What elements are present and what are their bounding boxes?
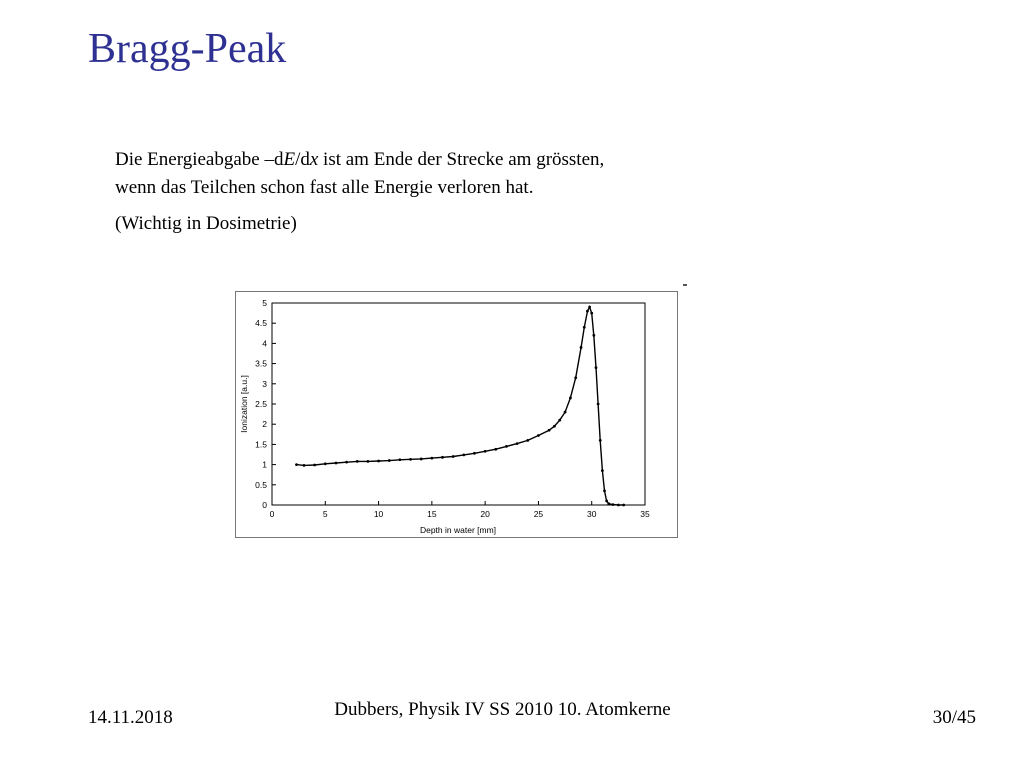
data-point	[564, 411, 567, 414]
data-point	[356, 460, 359, 463]
data-point	[313, 464, 316, 467]
data-point	[295, 463, 298, 466]
data-point	[484, 450, 487, 453]
x-tick-label: 20	[480, 509, 490, 519]
data-point	[569, 397, 572, 400]
y-tick-label: 5	[262, 298, 267, 308]
data-point	[377, 460, 380, 463]
y-tick-label: 2	[262, 419, 267, 430]
text-line-1-start: Die Energieabgabe –d	[115, 149, 284, 170]
y-tick-label: 1	[262, 459, 267, 470]
data-point	[558, 419, 561, 422]
data-point	[441, 456, 444, 459]
y-tick-label: 4.5	[255, 318, 267, 329]
data-point	[595, 366, 598, 369]
data-point	[430, 457, 433, 460]
data-point	[398, 458, 401, 461]
x-tick-label: 35	[640, 509, 650, 519]
slide-title: Bragg-Peak	[88, 26, 287, 72]
data-point	[617, 504, 620, 507]
y-tick-label: 0.5	[255, 479, 267, 490]
data-point	[473, 452, 476, 455]
data-point	[603, 489, 606, 492]
footer-center: Dubbers, Physik IV SS 2010 10. Atomkerne	[334, 699, 690, 720]
data-point	[592, 334, 595, 337]
data-point	[516, 442, 519, 445]
bragg-chart	[235, 291, 678, 538]
x-tick-label: 15	[427, 509, 437, 519]
text-line-3: (Wichtig in Dosimetrie)	[115, 213, 297, 234]
data-point	[612, 503, 615, 506]
y-tick-label: 2.5	[255, 399, 267, 409]
slide-text	[115, 146, 604, 238]
data-point	[462, 454, 465, 457]
data-point	[607, 502, 610, 505]
data-point	[605, 500, 608, 503]
series-layer	[295, 306, 625, 507]
x-tick-label: 25	[533, 509, 544, 519]
y-tick-label: 0	[262, 500, 267, 510]
text-symbol-e: E	[283, 149, 296, 170]
text-slash-d: /d	[295, 149, 310, 170]
footer-date: 14.11.2018	[88, 707, 173, 728]
data-point	[335, 462, 338, 465]
x-axis-label: Depth in water [mm]	[419, 525, 497, 535]
ionization-line	[297, 307, 624, 505]
text-symbol-x: x	[309, 149, 319, 170]
data-point	[588, 306, 591, 309]
data-point	[597, 403, 600, 406]
x-ticks	[270, 501, 650, 519]
y-tick-label: 1.5	[255, 439, 267, 450]
y-axis-label: Ionization [a.u.]	[239, 375, 249, 433]
data-point	[548, 429, 551, 432]
data-point	[494, 448, 497, 451]
stray-mark	[683, 284, 687, 286]
data-point	[388, 459, 391, 462]
y-tick-label: 3	[262, 378, 267, 389]
data-point	[583, 326, 586, 329]
data-point	[553, 425, 556, 428]
data-point	[324, 462, 327, 465]
y-tick-label: 4	[262, 338, 267, 349]
chart-svg	[236, 292, 677, 537]
x-tick-label: 30	[586, 509, 597, 519]
text-line-2: wenn das Teilchen schon fast alle Energie verloren hat.	[115, 177, 534, 198]
y-tick-label: 3.5	[255, 358, 267, 369]
text-line-1-end: ist am Ende der Strecke am grössten,	[318, 149, 605, 170]
data-point	[574, 376, 577, 379]
text-line-1	[115, 146, 604, 174]
data-point	[526, 439, 529, 442]
data-point	[452, 455, 455, 458]
data-point	[622, 504, 625, 507]
data-point	[345, 461, 348, 464]
footer-page-number: 30/45	[932, 707, 976, 728]
plot-frame	[272, 303, 645, 505]
data-point	[303, 464, 306, 467]
data-point	[601, 469, 604, 472]
x-tick-label: 5	[322, 509, 328, 519]
data-point	[586, 310, 589, 313]
data-point	[590, 312, 593, 315]
y-ticks	[255, 298, 276, 510]
x-tick-label: 0	[269, 509, 275, 519]
data-point	[367, 460, 370, 463]
data-point	[505, 445, 508, 448]
data-point	[580, 346, 583, 349]
x-tick-label: 10	[373, 509, 384, 519]
data-point	[409, 458, 412, 461]
data-point	[537, 434, 540, 437]
data-point	[599, 439, 602, 442]
data-point	[420, 458, 423, 461]
